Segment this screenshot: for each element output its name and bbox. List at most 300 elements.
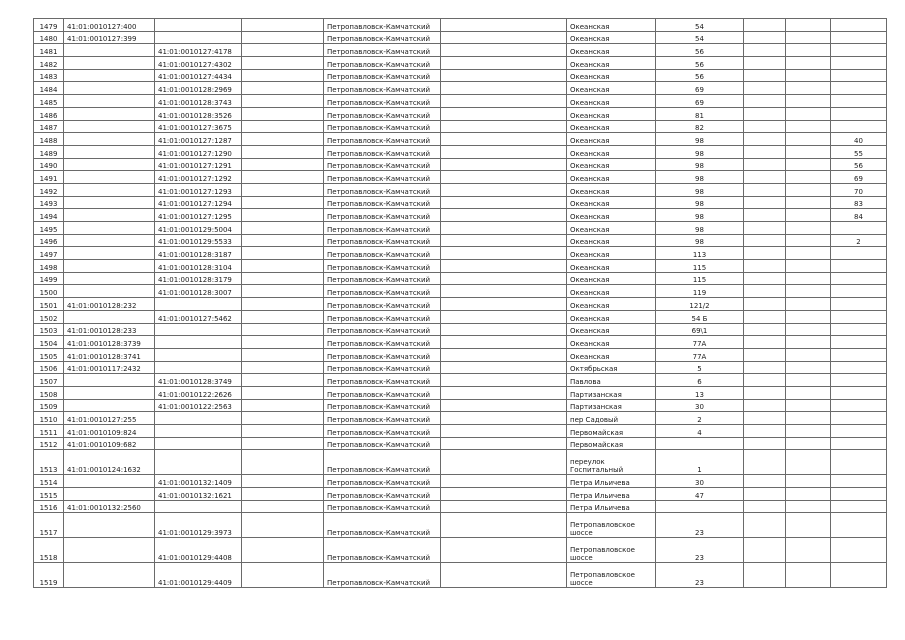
- city-cell: Петропавловск-Камчатский: [324, 488, 441, 501]
- empty-cell: [242, 158, 324, 171]
- street-cell: Океанская: [567, 323, 656, 336]
- empty-cell: [242, 336, 324, 349]
- empty-cell: [786, 285, 831, 298]
- row-number-cell: 1489: [34, 145, 64, 158]
- row-number-cell: 1486: [34, 107, 64, 120]
- house-number-cell: 82: [656, 120, 744, 133]
- empty-cell: [441, 361, 567, 374]
- premises-cadastral-cell: [155, 19, 242, 32]
- table-row: [34, 209, 887, 222]
- empty-cell: [786, 31, 831, 44]
- apartment-number-cell: [831, 336, 887, 349]
- apartment-number-cell: [831, 95, 887, 108]
- street-cell: Океанская: [567, 272, 656, 285]
- street-cell: Океанская: [567, 348, 656, 361]
- row-number-cell: 1501: [34, 298, 64, 311]
- city-cell: Петропавловск-Камчатский: [324, 19, 441, 32]
- empty-cell: [744, 386, 786, 399]
- premises-cadastral-cell: 41:01:0010128:3749: [155, 374, 242, 387]
- table-row: [34, 107, 887, 120]
- table-row: [34, 500, 887, 513]
- empty-cell: [744, 412, 786, 425]
- row-number-cell: 1495: [34, 222, 64, 235]
- empty-cell: [441, 260, 567, 273]
- premises-cadastral-cell: 41:01:0010129:3973: [155, 513, 242, 538]
- empty-cell: [441, 563, 567, 588]
- empty-cell: [744, 69, 786, 82]
- house-number-cell: 98: [656, 209, 744, 222]
- street-cell: Океанская: [567, 183, 656, 196]
- house-number-cell: 115: [656, 272, 744, 285]
- empty-cell: [786, 361, 831, 374]
- table-row: [34, 285, 887, 298]
- house-number-cell: 119: [656, 285, 744, 298]
- city-cell: Петропавловск-Камчатский: [324, 69, 441, 82]
- empty-cell: [441, 209, 567, 222]
- house-number-cell: 5: [656, 361, 744, 374]
- table-row: [34, 538, 887, 563]
- street-cell: Океанская: [567, 158, 656, 171]
- table-row: [34, 437, 887, 450]
- empty-cell: [786, 272, 831, 285]
- street-cell: Океанская: [567, 95, 656, 108]
- table-row: [34, 133, 887, 146]
- empty-cell: [242, 44, 324, 57]
- apartment-number-cell: [831, 323, 887, 336]
- empty-cell: [242, 31, 324, 44]
- apartment-number-cell: [831, 513, 887, 538]
- empty-cell: [744, 260, 786, 273]
- table-row: [34, 361, 887, 374]
- empty-cell: [441, 538, 567, 563]
- street-cell: Океанская: [567, 310, 656, 323]
- apartment-number-cell: [831, 538, 887, 563]
- table-row: [34, 19, 887, 32]
- house-number-cell: 47: [656, 488, 744, 501]
- empty-cell: [744, 348, 786, 361]
- building-cadastral-cell: [64, 158, 155, 171]
- house-number-cell: 98: [656, 183, 744, 196]
- house-number-cell: 98: [656, 222, 744, 235]
- house-number-cell: 54: [656, 19, 744, 32]
- city-cell: Петропавловск-Камчатский: [324, 183, 441, 196]
- city-cell: Петропавловск-Камчатский: [324, 425, 441, 438]
- street-cell: Петра Ильичева: [567, 488, 656, 501]
- house-number-cell: 56: [656, 57, 744, 70]
- street-cell: Первомайская: [567, 437, 656, 450]
- premises-cadastral-cell: 41:01:0010128:3007: [155, 285, 242, 298]
- house-number-cell: 23: [656, 513, 744, 538]
- building-cadastral-cell: 41:01:0010128:3741: [64, 348, 155, 361]
- premises-cadastral-cell: 41:01:0010129:4408: [155, 538, 242, 563]
- empty-cell: [242, 95, 324, 108]
- empty-cell: [786, 222, 831, 235]
- document-page: [33, 18, 887, 588]
- empty-cell: [242, 488, 324, 501]
- empty-cell: [242, 399, 324, 412]
- street-cell: Петропавловское шоссе: [567, 513, 656, 538]
- house-number-cell: 81: [656, 107, 744, 120]
- empty-cell: [744, 361, 786, 374]
- empty-cell: [242, 247, 324, 260]
- premises-cadastral-cell: 41:01:0010127:4434: [155, 69, 242, 82]
- empty-cell: [242, 310, 324, 323]
- city-cell: Петропавловск-Камчатский: [324, 374, 441, 387]
- empty-cell: [744, 133, 786, 146]
- empty-cell: [744, 563, 786, 588]
- city-cell: Петропавловск-Камчатский: [324, 310, 441, 323]
- row-number-cell: 1519: [34, 563, 64, 588]
- apartment-number-cell: [831, 361, 887, 374]
- empty-cell: [744, 44, 786, 57]
- building-cadastral-cell: 41:01:0010109:824: [64, 425, 155, 438]
- table-row: [34, 310, 887, 323]
- empty-cell: [744, 323, 786, 336]
- house-number-cell: 98: [656, 133, 744, 146]
- row-number-cell: 1484: [34, 82, 64, 95]
- building-cadastral-cell: [64, 538, 155, 563]
- empty-cell: [242, 285, 324, 298]
- house-number-cell: 121/2: [656, 298, 744, 311]
- house-number-cell: 69: [656, 95, 744, 108]
- empty-cell: [242, 272, 324, 285]
- building-cadastral-cell: [64, 399, 155, 412]
- row-number-cell: 1502: [34, 310, 64, 323]
- row-number-cell: 1497: [34, 247, 64, 260]
- premises-cadastral-cell: [155, 323, 242, 336]
- empty-cell: [786, 513, 831, 538]
- street-cell: Океанская: [567, 260, 656, 273]
- house-number-cell: 115: [656, 260, 744, 273]
- city-cell: Петропавловск-Камчатский: [324, 120, 441, 133]
- street-cell: Океанская: [567, 209, 656, 222]
- row-number-cell: 1518: [34, 538, 64, 563]
- apartment-number-cell: 2: [831, 234, 887, 247]
- street-cell: Павлова: [567, 374, 656, 387]
- city-cell: Петропавловск-Камчатский: [324, 348, 441, 361]
- empty-cell: [786, 145, 831, 158]
- apartment-number-cell: 56: [831, 158, 887, 171]
- empty-cell: [441, 196, 567, 209]
- row-number-cell: 1507: [34, 374, 64, 387]
- empty-cell: [744, 183, 786, 196]
- building-cadastral-cell: [64, 475, 155, 488]
- city-cell: Петропавловск-Камчатский: [324, 158, 441, 171]
- street-cell: Петропавловское шоссе: [567, 563, 656, 588]
- row-number-cell: 1485: [34, 95, 64, 108]
- apartment-number-cell: [831, 563, 887, 588]
- building-cadastral-cell: [64, 513, 155, 538]
- empty-cell: [242, 183, 324, 196]
- street-cell: Океанская: [567, 133, 656, 146]
- empty-cell: [441, 272, 567, 285]
- building-cadastral-cell: [64, 234, 155, 247]
- empty-cell: [744, 120, 786, 133]
- row-number-cell: 1490: [34, 158, 64, 171]
- empty-cell: [242, 107, 324, 120]
- empty-cell: [441, 348, 567, 361]
- apartment-number-cell: [831, 386, 887, 399]
- table-row: [34, 336, 887, 349]
- empty-cell: [786, 298, 831, 311]
- street-cell: Партизанская: [567, 399, 656, 412]
- apartment-number-cell: [831, 450, 887, 475]
- empty-cell: [441, 44, 567, 57]
- empty-cell: [744, 19, 786, 32]
- empty-cell: [242, 437, 324, 450]
- house-number-cell: 98: [656, 145, 744, 158]
- empty-cell: [744, 500, 786, 513]
- city-cell: Петропавловск-Камчатский: [324, 145, 441, 158]
- table-row: [34, 158, 887, 171]
- empty-cell: [786, 425, 831, 438]
- street-cell: Океанская: [567, 107, 656, 120]
- empty-cell: [441, 475, 567, 488]
- empty-cell: [744, 488, 786, 501]
- building-cadastral-cell: 41:01:0010128:3739: [64, 336, 155, 349]
- empty-cell: [744, 450, 786, 475]
- apartment-number-cell: [831, 399, 887, 412]
- table-row: [34, 171, 887, 184]
- house-number-cell: 98: [656, 196, 744, 209]
- apartment-number-cell: [831, 69, 887, 82]
- city-cell: Петропавловск-Камчатский: [324, 298, 441, 311]
- table-row: [34, 272, 887, 285]
- building-cadastral-cell: [64, 196, 155, 209]
- apartment-number-cell: [831, 272, 887, 285]
- table-row: [34, 183, 887, 196]
- empty-cell: [786, 386, 831, 399]
- empty-cell: [786, 82, 831, 95]
- house-number-cell: 69: [656, 82, 744, 95]
- empty-cell: [441, 450, 567, 475]
- empty-cell: [242, 500, 324, 513]
- empty-cell: [242, 513, 324, 538]
- table-row: [34, 513, 887, 538]
- row-number-cell: 1479: [34, 19, 64, 32]
- premises-cadastral-cell: 41:01:0010128:3179: [155, 272, 242, 285]
- building-cadastral-cell: [64, 247, 155, 260]
- table-row: [34, 31, 887, 44]
- house-number-cell: 98: [656, 171, 744, 184]
- house-number-cell: 23: [656, 563, 744, 588]
- city-cell: Петропавловск-Камчатский: [324, 222, 441, 235]
- city-cell: Петропавловск-Камчатский: [324, 234, 441, 247]
- empty-cell: [242, 323, 324, 336]
- building-cadastral-cell: [64, 82, 155, 95]
- table-row: [34, 475, 887, 488]
- premises-cadastral-cell: 41:01:0010128:3526: [155, 107, 242, 120]
- apartment-number-cell: [831, 19, 887, 32]
- empty-cell: [441, 437, 567, 450]
- apartment-number-cell: [831, 31, 887, 44]
- building-cadastral-cell: [64, 310, 155, 323]
- premises-cadastral-cell: 41:01:0010122:2626: [155, 386, 242, 399]
- table-row: [34, 563, 887, 588]
- empty-cell: [441, 386, 567, 399]
- premises-cadastral-cell: 41:01:0010127:1295: [155, 209, 242, 222]
- empty-cell: [786, 374, 831, 387]
- house-number-cell: 54 Б: [656, 310, 744, 323]
- empty-cell: [242, 57, 324, 70]
- house-number-cell: 4: [656, 425, 744, 438]
- table-row: [34, 57, 887, 70]
- empty-cell: [744, 399, 786, 412]
- street-cell: Океанская: [567, 44, 656, 57]
- empty-cell: [786, 44, 831, 57]
- building-cadastral-cell: [64, 171, 155, 184]
- empty-cell: [744, 475, 786, 488]
- city-cell: Петропавловск-Камчатский: [324, 538, 441, 563]
- row-number-cell: 1492: [34, 183, 64, 196]
- empty-cell: [744, 145, 786, 158]
- premises-cadastral-cell: 41:01:0010127:1291: [155, 158, 242, 171]
- city-cell: Петропавловск-Камчатский: [324, 247, 441, 260]
- empty-cell: [441, 57, 567, 70]
- apartment-number-cell: [831, 437, 887, 450]
- city-cell: Петропавловск-Камчатский: [324, 133, 441, 146]
- building-cadastral-cell: [64, 488, 155, 501]
- premises-cadastral-cell: 41:01:0010128:3743: [155, 95, 242, 108]
- empty-cell: [242, 348, 324, 361]
- empty-cell: [441, 82, 567, 95]
- empty-cell: [441, 158, 567, 171]
- empty-cell: [242, 19, 324, 32]
- building-cadastral-cell: [64, 133, 155, 146]
- empty-cell: [744, 196, 786, 209]
- building-cadastral-cell: [64, 222, 155, 235]
- empty-cell: [744, 171, 786, 184]
- empty-cell: [242, 475, 324, 488]
- row-number-cell: 1513: [34, 450, 64, 475]
- city-cell: Петропавловск-Камчатский: [324, 500, 441, 513]
- row-number-cell: 1491: [34, 171, 64, 184]
- table-row: [34, 323, 887, 336]
- table-row: [34, 82, 887, 95]
- empty-cell: [786, 500, 831, 513]
- premises-cadastral-cell: 41:01:0010128:3104: [155, 260, 242, 273]
- apartment-number-cell: [831, 57, 887, 70]
- empty-cell: [242, 538, 324, 563]
- row-number-cell: 1487: [34, 120, 64, 133]
- house-number-cell: [656, 437, 744, 450]
- building-cadastral-cell: [64, 183, 155, 196]
- empty-cell: [786, 57, 831, 70]
- empty-cell: [786, 158, 831, 171]
- row-number-cell: 1483: [34, 69, 64, 82]
- empty-cell: [441, 133, 567, 146]
- house-number-cell: 54: [656, 31, 744, 44]
- house-number-cell: 98: [656, 158, 744, 171]
- empty-cell: [786, 171, 831, 184]
- street-cell: Океанская: [567, 336, 656, 349]
- premises-cadastral-cell: 41:01:0010127:1290: [155, 145, 242, 158]
- premises-cadastral-cell: [155, 500, 242, 513]
- building-cadastral-cell: [64, 69, 155, 82]
- empty-cell: [786, 234, 831, 247]
- street-cell: Петропавловское шоссе: [567, 538, 656, 563]
- house-number-cell: 56: [656, 69, 744, 82]
- apartment-number-cell: [831, 247, 887, 260]
- street-cell: Океанская: [567, 234, 656, 247]
- building-cadastral-cell: [64, 272, 155, 285]
- empty-cell: [744, 425, 786, 438]
- empty-cell: [744, 374, 786, 387]
- table-row: [34, 234, 887, 247]
- row-number-cell: 1508: [34, 386, 64, 399]
- apartment-number-cell: 84: [831, 209, 887, 222]
- empty-cell: [441, 69, 567, 82]
- row-number-cell: 1509: [34, 399, 64, 412]
- empty-cell: [786, 260, 831, 273]
- building-cadastral-cell: 41:01:0010127:400: [64, 19, 155, 32]
- premises-cadastral-cell: [155, 298, 242, 311]
- empty-cell: [242, 450, 324, 475]
- city-cell: Петропавловск-Камчатский: [324, 95, 441, 108]
- building-cadastral-cell: [64, 145, 155, 158]
- empty-cell: [786, 196, 831, 209]
- empty-cell: [786, 412, 831, 425]
- empty-cell: [786, 107, 831, 120]
- street-cell: Петра Ильичева: [567, 475, 656, 488]
- empty-cell: [744, 285, 786, 298]
- row-number-cell: 1496: [34, 234, 64, 247]
- street-cell: Океанская: [567, 285, 656, 298]
- empty-cell: [441, 120, 567, 133]
- street-cell: переулок Госпитальный: [567, 450, 656, 475]
- building-cadastral-cell: 41:01:0010117:2432: [64, 361, 155, 374]
- empty-cell: [242, 260, 324, 273]
- premises-cadastral-cell: 41:01:0010127:1287: [155, 133, 242, 146]
- house-number-cell: 30: [656, 475, 744, 488]
- empty-cell: [786, 450, 831, 475]
- empty-cell: [786, 310, 831, 323]
- empty-cell: [441, 336, 567, 349]
- building-cadastral-cell: 41:01:0010109:682: [64, 437, 155, 450]
- city-cell: Петропавловск-Камчатский: [324, 450, 441, 475]
- row-number-cell: 1498: [34, 260, 64, 273]
- apartment-number-cell: [831, 120, 887, 133]
- empty-cell: [786, 336, 831, 349]
- building-cadastral-cell: [64, 285, 155, 298]
- empty-cell: [786, 69, 831, 82]
- empty-cell: [441, 222, 567, 235]
- empty-cell: [786, 247, 831, 260]
- empty-cell: [441, 399, 567, 412]
- apartment-number-cell: [831, 475, 887, 488]
- house-number-cell: 13: [656, 386, 744, 399]
- empty-cell: [786, 563, 831, 588]
- apartment-number-cell: [831, 425, 887, 438]
- empty-cell: [744, 272, 786, 285]
- table-row: [34, 412, 887, 425]
- table-row: [34, 399, 887, 412]
- house-number-cell: 23: [656, 538, 744, 563]
- premises-cadastral-cell: 41:01:0010127:4302: [155, 57, 242, 70]
- empty-cell: [441, 488, 567, 501]
- empty-cell: [242, 145, 324, 158]
- row-number-cell: 1504: [34, 336, 64, 349]
- empty-cell: [786, 437, 831, 450]
- empty-cell: [786, 323, 831, 336]
- street-cell: Партизанская: [567, 386, 656, 399]
- empty-cell: [744, 538, 786, 563]
- premises-cadastral-cell: 41:01:0010132:1621: [155, 488, 242, 501]
- row-number-cell: 1516: [34, 500, 64, 513]
- building-cadastral-cell: [64, 57, 155, 70]
- empty-cell: [786, 538, 831, 563]
- empty-cell: [242, 69, 324, 82]
